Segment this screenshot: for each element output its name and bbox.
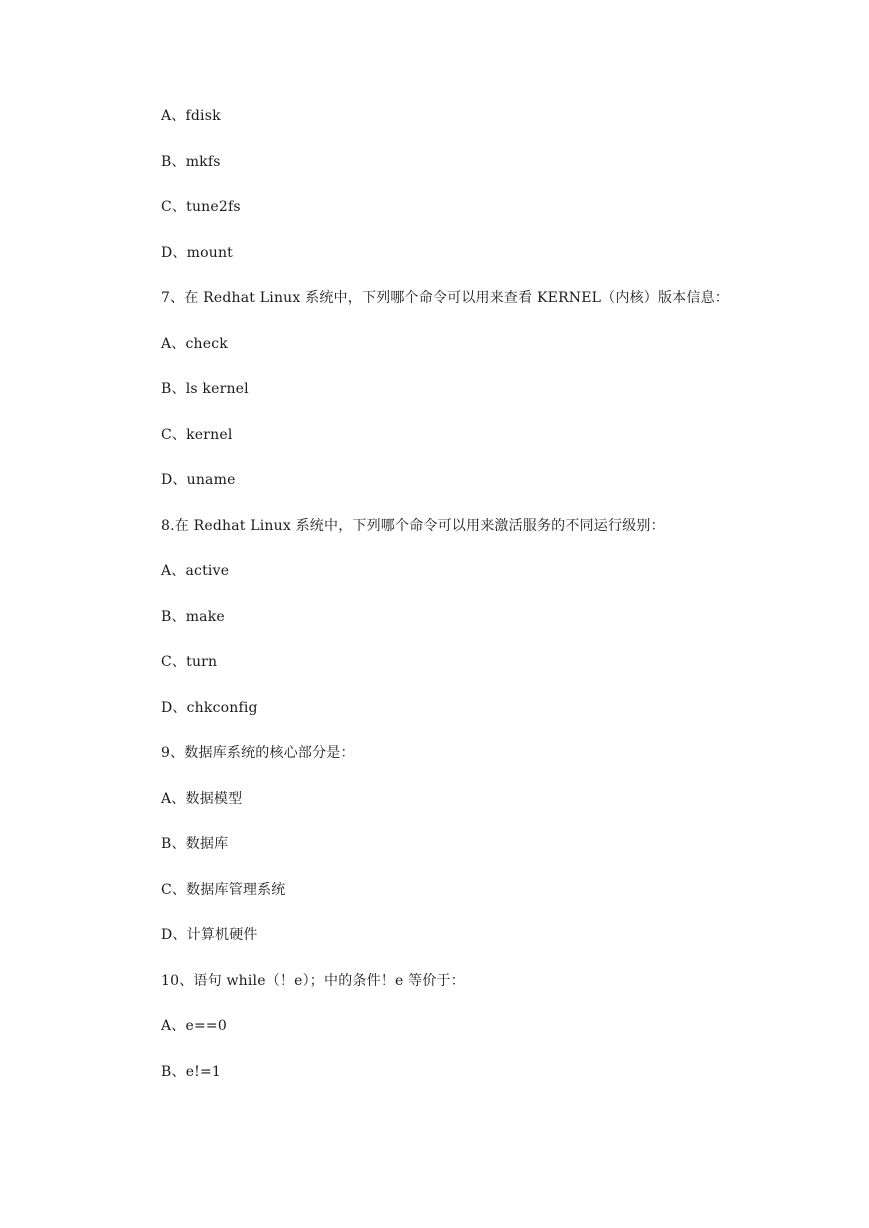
q9-option-c: C、数据库管理系统 (161, 882, 286, 898)
q7-option-b: B、ls kernel (161, 381, 249, 397)
q8-option-d: D、chkconfig (161, 700, 258, 716)
q9-option-d: D、计算机硬件 (161, 927, 258, 943)
option-b-mkfs: B、mkfs (161, 154, 221, 170)
option-a-fdisk: A、fdisk (161, 108, 221, 124)
q7-option-c: C、kernel (161, 427, 233, 443)
q8-option-c: C、turn (161, 654, 218, 670)
q7-option-a: A、check (161, 336, 228, 352)
q9-option-a: A、数据模型 (161, 791, 243, 807)
q8-option-b: B、make (161, 609, 225, 625)
question-8: 8.在 Redhat Linux 系统中，下列哪个命令可以用来激活服务的不同运行级别： (161, 518, 665, 534)
q10-option-b: B、e!=1 (161, 1064, 222, 1080)
q10-option-a: A、e==0 (161, 1018, 227, 1034)
q7-option-d: D、uname (161, 472, 236, 488)
q9-option-b: B、数据库 (161, 836, 229, 852)
question-9: 9、数据库系统的核心部分是： (161, 745, 355, 761)
option-d-mount: D、mount (161, 245, 233, 261)
question-7: 7、在 Redhat Linux 系统中，下列哪个命令可以用来查看 KERNEL（内核）版本信息： (161, 290, 729, 306)
q8-option-a: A、active (161, 563, 230, 579)
question-10: 10、语句 while（！e）；中的条件！e 等价于： (161, 973, 465, 989)
option-c-tune2fs: C、tune2fs (161, 199, 241, 215)
